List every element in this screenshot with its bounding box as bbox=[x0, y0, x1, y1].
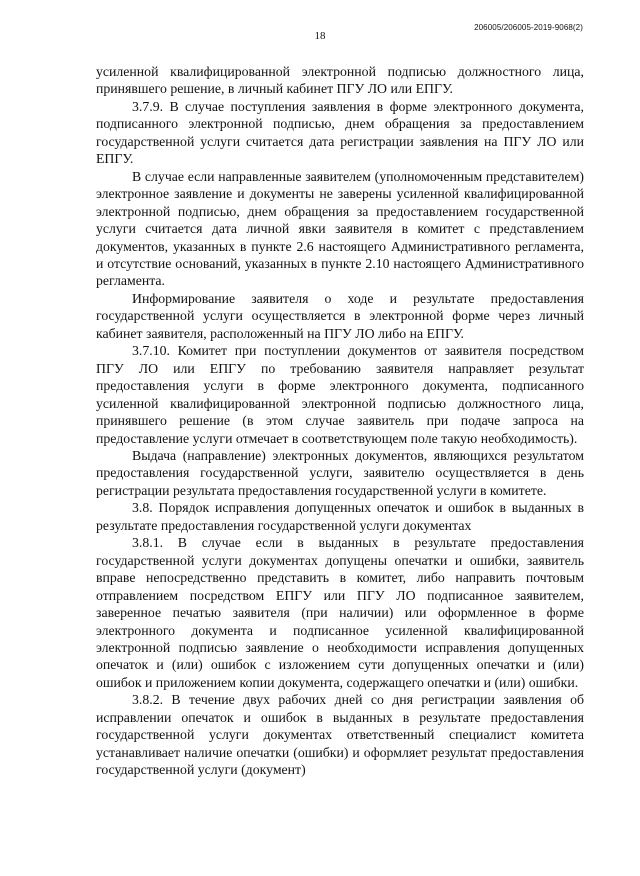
paragraph-informing: Информирование заявителя о ходе и результате предоставления государственной услуги осуществляется в электронной форме через личный кабинет заявителя, расположенный на ПГУ ЛО либо на ЕПГУ. bbox=[96, 290, 584, 341]
paragraph-issuance: Выдача (направление) электронных документов, являющихся результатом предоставления государственной услуги, заявителю осуществляется в день регистрации результата предоставления государственной услуги в комитете. bbox=[96, 447, 584, 498]
paragraph-3-7-9: 3.7.9. В случае поступления заявления в форме электронного документа, подписанного электронной подписью, днем обращения за предоставлением государственной услуги считается дата регистрации заявления на ПГУ ЛО или ЕПГУ. bbox=[96, 98, 584, 167]
paragraph-3-8-1: 3.8.1. В случае если в выданных в результате предоставления государственной услуги документах допущены опечатки и ошибки, заявитель вправе непосредственно представить в комитет, либо направить почтовым отправлением посредством ЕПГУ или ПГУ ЛО подписанное заявителем, заверенное печатью заявителя (при наличии) или оформленное в форме электронного документа и подписанное усиленной квалифицированной электронной подписью заявление о необходимости исправления допущенных опечаток и (или) ошибок с изложением сути допущенных опечатки и (или) ошибок и приложением копии документа, содержащего опечатки и (или) ошибки. bbox=[96, 535, 584, 690]
body-text bbox=[96, 63, 584, 779]
paragraph-3-7-10: 3.7.10. Комитет при поступлении документов от заявителя посредством ПГУ ЛО или ЕПГУ по требованию заявителя направляет результат предоставления услуги в форме электронного документа, подписанного усиленной квалифицированной электронной подписью должностного лица, принявшего решение (в этом случае заявитель при подаче запроса на предоставление услуги отмечает в соответствующем поле такую необходимость). bbox=[96, 343, 584, 446]
paragraph-3-8-2: 3.8.2. В течение двух рабочих дней со дня регистрации заявления об исправлении опечаток и ошибок в выданных в результате предоставления государственной услуги документах ответственный специалист комитета устанавливает наличие опечатки (ошибки) и оформляет результат предоставления государственной услуги (документ) bbox=[96, 692, 584, 778]
section-heading-3-8: 3.8. Порядок исправления допущенных опечаток и ошибок в выданных в результате предоставления государственной услуги документах bbox=[96, 500, 584, 533]
page-number: 18 bbox=[314, 30, 326, 42]
document-id: 206005/206005-2019-9068(2) bbox=[474, 23, 583, 32]
paragraph-unsigned-documents: В случае если направленные заявителем (уполномоченным представителем) электронное заявление и документы не заверены усиленной квалифицированной электронной подписью, днем обращения за предоставлением государственной услуги считается дата личной явки заявителя в комитет с представлением документов, указанных в пункте 2.6 настоящего Административного регламента, и отсутствие оснований, указанных в пункте 2.10 настоящего Административного регламента. bbox=[96, 168, 584, 289]
paragraph-continuation: усиленной квалифицированной электронной подписью должностного лица, принявшего решение, в личный кабинет ПГУ ЛО или ЕПГУ. bbox=[96, 64, 584, 97]
